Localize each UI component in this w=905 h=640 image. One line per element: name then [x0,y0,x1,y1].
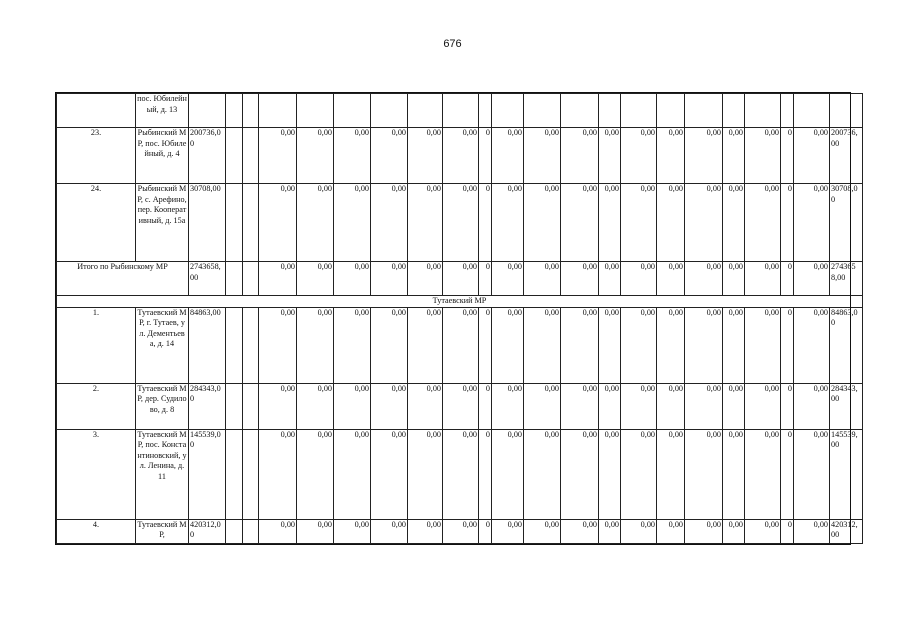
value-cell: 0 [781,184,794,262]
value-cell: 0 [479,184,492,262]
value-cell: 0,00 [621,383,657,429]
value-cell: 0,00 [599,128,621,184]
value-cell: 0 [479,307,492,383]
value-cell: 0,00 [621,307,657,383]
value-cell: 0,00 [492,383,524,429]
value-cell [561,94,599,128]
value-cell: 0,00 [794,519,830,543]
value-cell: 0,00 [794,184,830,262]
value-cell: 0,00 [371,429,408,519]
value-cell: 0,00 [443,383,479,429]
value-cell: 0,00 [492,128,524,184]
table-body-rybinsk [57,94,863,296]
value-cell: 0 [781,128,794,184]
address-cell: Тутаевский МР, г. Тутаев, ул. Дементьева, д. 14 [136,307,189,383]
value-cell: 0,00 [371,184,408,262]
value-cell: 0,00 [723,519,745,543]
value-cell [723,94,745,128]
value-cell: 0,00 [297,519,334,543]
row-number: 1. [57,307,136,383]
value-cell: 0,00 [297,262,334,296]
value-cell: 0,00 [524,383,561,429]
total-cost-cell: 84863,00 [189,307,226,383]
value-cell: 0,00 [723,128,745,184]
table-body-tutaev [57,307,863,543]
value-cell: 0,00 [685,429,723,519]
table-row [57,94,863,128]
value-cell: 0,00 [334,383,371,429]
value-cell: 0,00 [723,262,745,296]
value-cell: 0,00 [745,307,781,383]
value-cell: 0 [479,262,492,296]
empty-cell [243,429,259,519]
value-cell: 0,00 [621,184,657,262]
value-cell: 0,00 [599,383,621,429]
value-cell: 0,00 [524,128,561,184]
value-cell: 0,00 [621,128,657,184]
value-cell: 0,00 [561,184,599,262]
value-cell: 0,00 [685,519,723,543]
value-cell: 0,00 [723,429,745,519]
value-cell: 0,00 [334,128,371,184]
value-cell: 0,00 [685,307,723,383]
value-cell: 0,00 [297,184,334,262]
value-cell: 0,00 [657,383,685,429]
sum-cell: 30708,00 [830,184,863,262]
row-number: 23. [57,128,136,184]
value-cell: 0 [479,383,492,429]
value-cell: 0,00 [443,262,479,296]
value-cell: 0,00 [408,262,443,296]
row-number: 3. [57,429,136,519]
value-cell: 0,00 [561,128,599,184]
sum-cell: 2743658,00 [830,262,863,296]
value-cell: 0,00 [492,307,524,383]
value-cell: 0,00 [599,429,621,519]
value-cell: 0,00 [599,519,621,543]
value-cell: 0,00 [524,307,561,383]
value-cell: 0,00 [371,128,408,184]
value-cell: 0,00 [443,519,479,543]
value-cell [685,94,723,128]
value-cell: 0,00 [657,307,685,383]
value-cell: 0,00 [745,429,781,519]
address-cell: Тутаевский МР, пос. Константиновский, ул. Ленина, д. 11 [136,429,189,519]
value-cell: 0,00 [685,383,723,429]
value-cell: 0,00 [685,262,723,296]
value-cell: 0 [479,128,492,184]
value-cell: 0,00 [657,519,685,543]
value-cell: 0,00 [297,128,334,184]
value-cell [443,94,479,128]
value-cell: 0,00 [657,128,685,184]
value-cell: 0,00 [259,128,297,184]
sum-cell: 145539,00 [830,429,863,519]
table-row [57,307,863,383]
address-cell: Рыбинский МР, с. Арефино, пер. Кооперативный, д. 15а [136,184,189,262]
value-cell: 0,00 [524,519,561,543]
value-cell: 0,00 [443,184,479,262]
value-cell: 0,00 [794,262,830,296]
value-cell: 0,00 [492,519,524,543]
empty-cell [243,128,259,184]
value-cell: 0,00 [443,128,479,184]
sum-cell [830,94,863,128]
value-cell: 0,00 [259,262,297,296]
value-cell: 0,00 [794,307,830,383]
value-cell [334,94,371,128]
value-cell: 0,00 [657,429,685,519]
value-cell: 0,00 [657,262,685,296]
value-cell [371,94,408,128]
value-cell: 0,00 [408,429,443,519]
value-cell: 0,00 [745,128,781,184]
total-cost-cell: 145539,00 [189,429,226,519]
sum-cell: 200736,00 [830,128,863,184]
value-cell: 0,00 [408,383,443,429]
table-row [57,128,863,184]
value-cell: 0,00 [334,307,371,383]
value-cell: 0,00 [371,307,408,383]
value-cell: 0,00 [561,262,599,296]
value-cell: 0,00 [408,519,443,543]
value-cell: 0,00 [492,429,524,519]
empty-cell [243,184,259,262]
value-cell: 0 [781,307,794,383]
sum-cell: 420312,00 [830,519,863,543]
page-number: 676 [443,38,462,50]
value-cell: 0,00 [561,429,599,519]
value-cell: 0,00 [723,307,745,383]
value-cell: 0,00 [334,262,371,296]
value-cell [781,94,794,128]
address-cell: Тутаевский МР, дер. Судилово, д. 8 [136,383,189,429]
value-cell: 0,00 [524,262,561,296]
value-cell: 0,00 [524,184,561,262]
row-number: 2. [57,383,136,429]
section-title: Тутаевский МР [57,296,863,308]
total-cost-cell: 2743658,00 [189,262,226,296]
value-cell [479,94,492,128]
empty-cell [243,262,259,296]
value-cell: 0,00 [621,519,657,543]
value-cell: 0,00 [794,429,830,519]
value-cell [599,94,621,128]
total-cost-cell: 420312,00 [189,519,226,543]
value-cell: 0,00 [259,519,297,543]
value-cell: 0,00 [371,519,408,543]
empty-cell [226,262,243,296]
value-cell: 0,00 [492,262,524,296]
value-cell [657,94,685,128]
sum-cell: 284343,00 [830,383,863,429]
row-number [57,94,136,128]
empty-cell [226,94,243,128]
data-table [56,93,863,544]
empty-cell [226,307,243,383]
value-cell: 0,00 [621,262,657,296]
total-cost-cell [189,94,226,128]
value-cell: 0,00 [599,262,621,296]
value-cell: 0 [781,262,794,296]
table-row [57,184,863,262]
value-cell: 0,00 [745,184,781,262]
value-cell: 0,00 [408,184,443,262]
empty-cell [226,383,243,429]
total-cost-cell: 200736,00 [189,128,226,184]
value-cell [524,94,561,128]
empty-cell [226,184,243,262]
empty-cell [226,128,243,184]
value-cell: 0,00 [443,429,479,519]
value-cell [794,94,830,128]
value-cell [297,94,334,128]
row-number: 4. [57,519,136,543]
value-cell [621,94,657,128]
row-number: 24. [57,184,136,262]
value-cell: 0,00 [745,262,781,296]
address-cell: Тутаевский МР, [136,519,189,543]
table-row [57,429,863,519]
value-cell: 0,00 [657,184,685,262]
address-cell: пос. Юбилейный, д. 13 [136,94,189,128]
value-cell: 0,00 [297,383,334,429]
value-cell: 0,00 [297,429,334,519]
value-cell: 0,00 [723,184,745,262]
value-cell: 0,00 [334,519,371,543]
value-cell: 0,00 [259,307,297,383]
value-cell: 0,00 [371,383,408,429]
value-cell: 0,00 [259,383,297,429]
value-cell: 0,00 [371,262,408,296]
section-header [57,296,863,308]
value-cell: 0,00 [794,128,830,184]
value-cell: 0,00 [408,128,443,184]
value-cell: 0,00 [334,184,371,262]
value-cell [492,94,524,128]
value-cell: 0,00 [524,429,561,519]
value-cell [259,94,297,128]
address-cell: Рыбинский МР, пос. Юбилейный, д. 4 [136,128,189,184]
value-cell: 0,00 [259,184,297,262]
value-cell: 0,00 [297,307,334,383]
sum-cell: 84863,00 [830,307,863,383]
value-cell: 0,00 [685,184,723,262]
value-cell: 0,00 [723,383,745,429]
total-cost-cell: 284343,00 [189,383,226,429]
value-cell: 0,00 [561,307,599,383]
empty-cell [243,94,259,128]
value-cell: 0,00 [408,307,443,383]
value-cell: 0,00 [745,383,781,429]
value-cell: 0,00 [561,383,599,429]
value-cell: 0 [781,429,794,519]
value-cell: 0,00 [599,307,621,383]
value-cell: 0,00 [599,184,621,262]
value-cell: 0 [781,383,794,429]
value-cell: 0,00 [443,307,479,383]
value-cell: 0,00 [492,184,524,262]
empty-cell [243,383,259,429]
value-cell: 0 [479,429,492,519]
value-cell: 0,00 [259,429,297,519]
table-row [57,262,863,296]
row-label: Итого по Рыбинскому МР [57,262,189,296]
total-cost-cell: 30708,00 [189,184,226,262]
value-cell: 0,00 [334,429,371,519]
empty-cell [226,429,243,519]
table-row [57,383,863,429]
value-cell: 0,00 [561,519,599,543]
value-cell: 0,00 [745,519,781,543]
empty-cell [243,307,259,383]
value-cell [408,94,443,128]
empty-cell [226,519,243,543]
table-row [57,519,863,543]
value-cell [745,94,781,128]
value-cell: 0,00 [794,383,830,429]
value-cell: 0 [781,519,794,543]
value-cell: 0 [479,519,492,543]
empty-cell [243,519,259,543]
value-cell: 0,00 [621,429,657,519]
value-cell: 0,00 [685,128,723,184]
